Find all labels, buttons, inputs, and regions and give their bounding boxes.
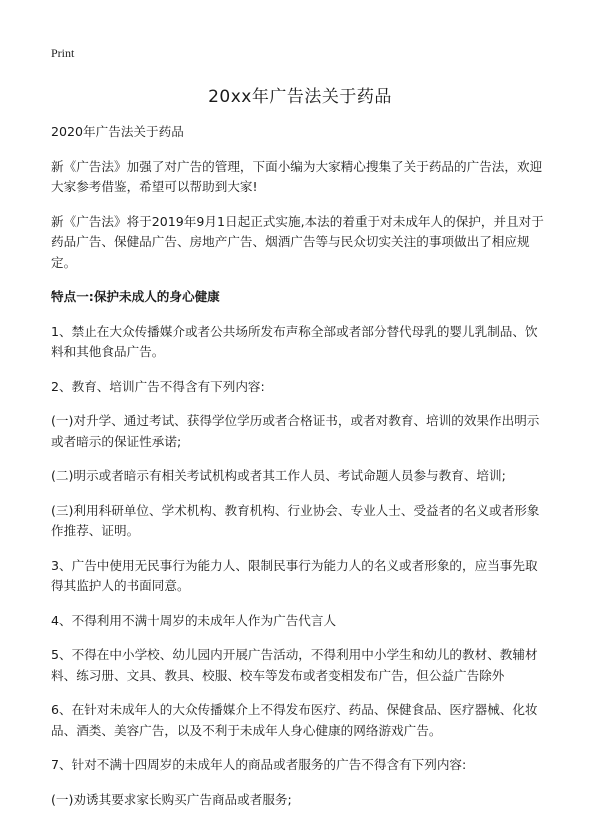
body-paragraph: 1、禁止在大众传播媒介或者公共场所发布声称全部或者部分替代母乳的婴儿乳制品、饮料和其他食品广告。 bbox=[51, 323, 538, 359]
document-title: 20xx年广告法关于药品 bbox=[208, 87, 392, 107]
body-paragraph: 3、广告中使用无民事行为能力人、限制民事行为能力人的名义或者形象的，应当事先取得其监护人的书面同意。 bbox=[51, 557, 538, 593]
body-paragraph: 6、在针对未成年人的大众传播媒介上不得发布医疗、药品、保健食品、医疗器械、化妆品、酒类、美容广告，以及不利于未成年人身心健康的网络游戏广告。 bbox=[51, 702, 538, 738]
body-paragraph: (一)对升学、通过考试、获得学位学历或者合格证书，或者对教育、培训的效果作出明示或者暗示的保证性承诺; bbox=[51, 413, 540, 449]
subtitle-paragraph: 2020年广告法关于药品 bbox=[51, 124, 184, 139]
document-body bbox=[51, 122, 548, 824]
intro-paragraph: 新《广告法》加强了对广告的管理，下面小编为大家精心搜集了关于药品的广告法，欢迎大家参考借鉴，希望可以帮助到大家! bbox=[51, 158, 543, 194]
print-link[interactable]: Print bbox=[51, 46, 75, 60]
body-paragraph: 2、教育、培训广告不得含有下列内容: bbox=[51, 378, 265, 394]
body-paragraph: 4、不得利用不满十周岁的未成年人作为广告代言人 bbox=[51, 612, 337, 628]
body-paragraph: (一)劝诱其要求家长购买广告商品或者服务; bbox=[51, 791, 292, 807]
section-heading: 特点一:保护未成人的身心健康 bbox=[51, 289, 220, 304]
intro-paragraph: 新《广告法》将于2019年9月1日起正式实施,本法的着重于对未成年人的保护，并且对于药品广告、保健品广告、房地产广告、烟酒广告等与民众切实关注的事项做出了相应规定。 bbox=[51, 213, 544, 270]
body-paragraph: (二)明示或者暗示有相关考试机构或者其工作人员、考试命题人员参与教育、培训; bbox=[51, 468, 506, 483]
body-paragraph: 5、不得在中小学校、幼儿园内开展广告活动，不得利用中小学生和幼儿的教材、教辅材料、练习册、文具、教具、校服、校车等发布或者变相发布广告，但公益广告除外 bbox=[51, 647, 538, 683]
body-paragraph: (三)利用科研单位、学术机构、教育机构、行业协会、专业人士、受益者的名义或者形象作推荐、证明。 bbox=[51, 502, 540, 538]
body-paragraph: 7、针对不满十四周岁的未成年人的商品或者服务的广告不得含有下列内容: bbox=[51, 757, 467, 772]
